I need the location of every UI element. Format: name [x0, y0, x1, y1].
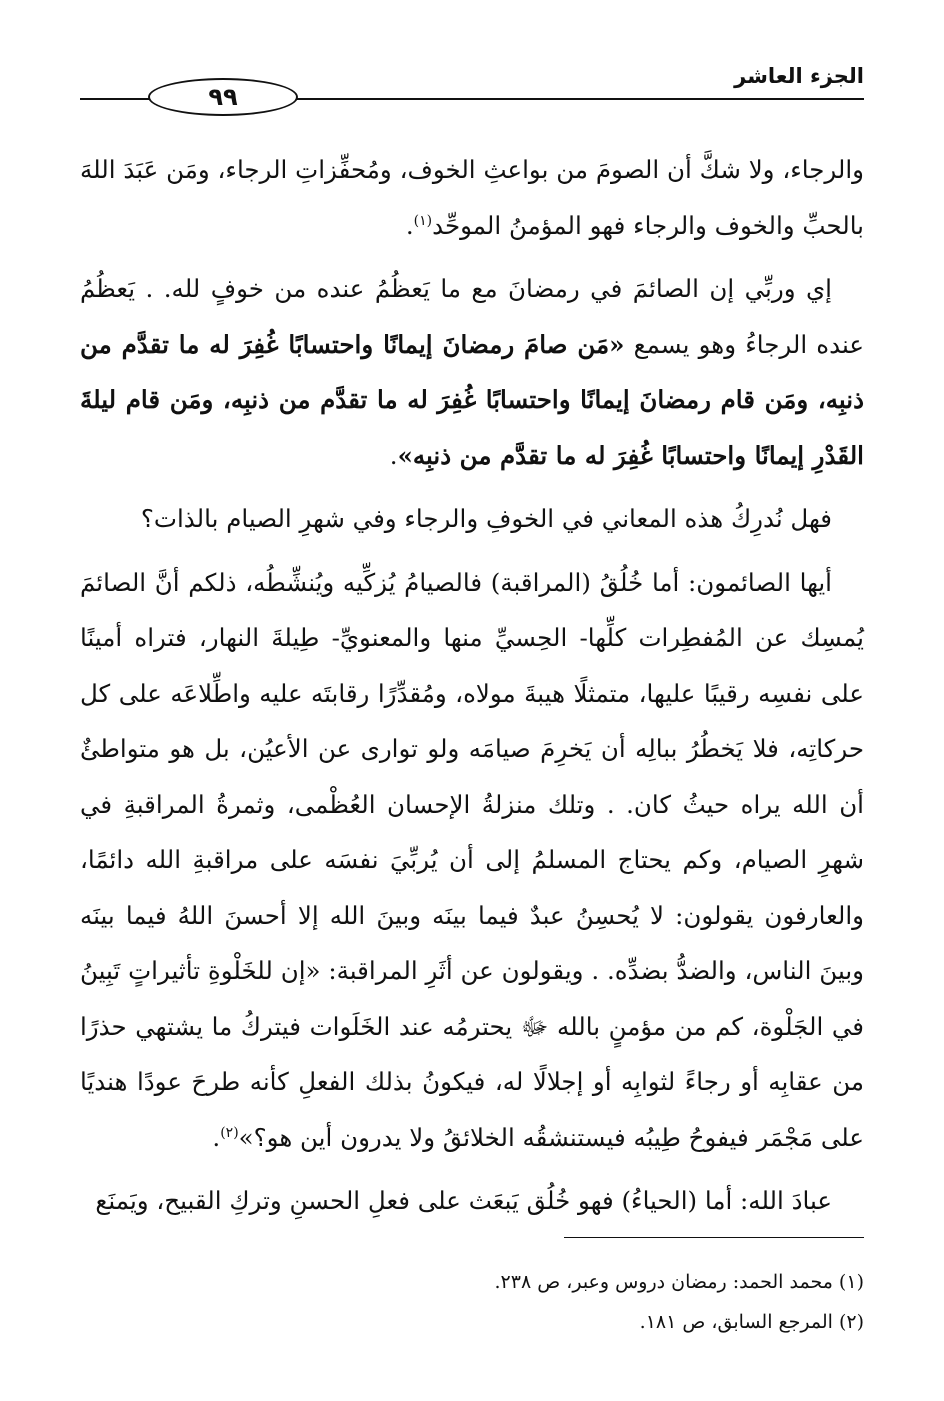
footnote-ref-2: (٢)	[220, 1124, 239, 1141]
paragraph-4	[80, 555, 864, 1166]
body-text	[80, 142, 864, 1237]
hadith-quote: «مَن صامَ رمضانَ إيمانًا واحتسابًا غُفِرَ له ما تقدَّم من ذنبِه، ومَن قام رمضانَ إيمانًا واحتسابًا غُفِرَ له ما تقدَّم من ذنبِه، ومَن قام ليلةَ القَدْرِ إيمانًا واحتسابًا غُفِرَ له ما تقدَّم من ذنبِه»	[80, 329, 864, 470]
paragraph-2-intro: إي وربِّي إن الصائمَ في رمضانَ مع ما يَعظُمُ عنده من خوفٍ لله. . يَعظُمُ عنده الرجاءُ وهو يسمع	[80, 274, 864, 359]
page-number: ٩٩	[148, 78, 298, 116]
footnote-rule	[564, 1237, 864, 1238]
paragraph-5: عبادَ الله: أما (الحياءُ) فهو خُلُق يَبعَث على فعلِ الحسنِ وتركِ القبيح، ويَمنَع	[95, 1186, 832, 1215]
paragraph-4-text: أيها الصائمون: أما خُلُقُ (المراقبة) فالصيامُ يُزكِّيه ويُنشِّطُه، ذلكم أنَّ الصائمَ يُمسِك عن المُفطِرات كلِّها- الحِسيِّ منها والمعنويِّ- طِيلةَ النهار، فتراه أمينًا على نفسِه رقيبًا عليها، متمثلًا هيبةَ مولاه، ومُقدِّرًا رقابتَه عليه واطِّلاعَه على كل حركاتِه، فلا يَخطُرُ ببالِه أن يَخرِمَ صيامَه ولو توارى عن الأعيُن، بل هو متواطئٌ أن الله يراه حيثُ كان. . وتلك منزلةُ الإحسان العُظْمى، وثمرةُ المراقبةِ في شهرِ الصيام، وكم يحتاج المسلمُ إلى أن يُربِّيَ نفسَه على مراقبةِ الله دائمًا، والعارفون يقولون: لا يُحسِنُ عبدٌ فيما بينَه وبينَ الله إلا أحسنَ اللهُ فيما بينَه وبينَ الناس، والضدُّ بضدِّه. . ويقولون عن أثَرِ المراقبة: «إن للخَلْوةِ تأثيراتٍ تَبِينُ في الجَلْوة، كم من مؤمنٍ بالله ﷻ يحترمُه عند الخَلَوات فيتركُ ما يشتهي حذرًا من عقابِه أو رجاءً لثوابِه أو إجلالًا له، فيكونُ بذلك الفعلِ كأنه طرحَ عودًا هنديًا على مَجْمَر فيفوحُ طِيبُه فيستنشقُه الخلائقُ ولا يدرون أين هو؟»	[80, 567, 864, 1152]
page-header	[80, 56, 864, 116]
paragraph-2	[80, 261, 864, 483]
footnote-ref-1: (١)	[413, 212, 433, 229]
footnotes	[80, 1262, 864, 1342]
paragraph-1-end: .	[405, 210, 414, 240]
footnote-1: (١) محمد الحمد: رمضان دروس وعبر، ص ٢٣٨.	[494, 1271, 864, 1293]
paragraph-1-text: والرجاء، ولا شكَّ أن الصومَ من بواعثِ الخوف، ومُحفِّزاتِ الرجاء، ومَن عَبَدَ اللهَ بالحبِّ والخوف والرجاء فهو المؤمنُ الموحِّد	[80, 155, 864, 240]
footnote-2: (٢) المرجع السابق، ص ١٨١.	[639, 1311, 864, 1333]
running-title: الجزء العاشر	[734, 64, 864, 88]
paragraph-4-end: .	[212, 1122, 221, 1152]
paragraph-2-end: .	[389, 440, 398, 470]
paragraph-1	[80, 142, 864, 253]
paragraph-3: فهل نُدرِكُ هذه المعاني في الخوفِ والرجاء وفي شهرِ الصيام بالذات؟	[140, 504, 832, 533]
